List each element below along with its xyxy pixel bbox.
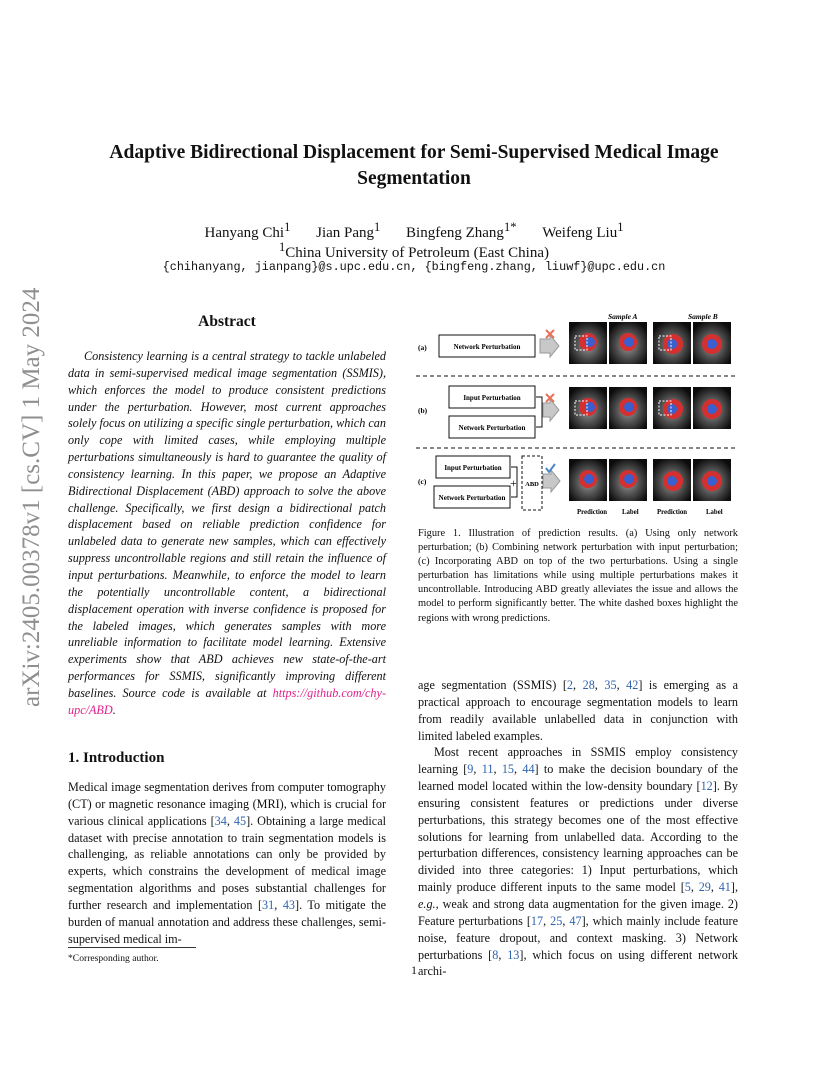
title-line-2: Segmentation bbox=[357, 168, 471, 189]
citation-link[interactable]: 34 bbox=[214, 813, 227, 828]
column-label: Label bbox=[706, 509, 723, 516]
citation-link[interactable]: 15 bbox=[501, 762, 514, 777]
mri-image-row-c bbox=[569, 459, 731, 501]
author: Jian Pang$^1$ bbox=[316, 220, 381, 241]
arrow-icon bbox=[540, 335, 559, 357]
author-emails: {chihanyang, jianpang}@s.upc.edu.cn, {bingfeng.zhang, liuwf}@upc.edu.cn bbox=[162, 260, 666, 274]
row-c-label: (c) bbox=[418, 477, 427, 486]
input-perturbation-label: Input Perturbation bbox=[444, 464, 502, 472]
citation-link[interactable]: 9 bbox=[467, 762, 474, 777]
author: Weifeng Liu$^1$ bbox=[542, 220, 624, 241]
page-number: 1 bbox=[411, 963, 417, 977]
sample-b-label: Sample B bbox=[688, 312, 718, 321]
check-icon bbox=[546, 464, 555, 472]
citation-link[interactable]: 41 bbox=[718, 880, 731, 895]
network-perturbation-label: Network Perturbation bbox=[458, 424, 526, 432]
citation-link[interactable]: 47 bbox=[569, 913, 582, 928]
bracket bbox=[536, 397, 542, 427]
paragraph: age segmentation (SSMIS) [2, 28, 35, 42] is emerging as a practical approach to encourage segmentation models to learn from readily available unlabelled data in conjunction with limited labeled examples. bbox=[418, 678, 739, 743]
arrow-icon bbox=[543, 399, 559, 421]
citation-link[interactable]: 13 bbox=[507, 947, 520, 962]
figure-1-caption: Figure 1. Illustration of prediction results. (a) Using only network perturbation; (b) Combining network perturbation with input perturbation; (c) Incorporating ABD on top of the two perturbations. Using a single perturbation has limitations while using multiple perturbations makes it uncontrollable. Introducing ABD greatly alleviates the issue and allows the model to perform significantly better. The white dashed boxes highlight the regions with wrong predictions. bbox=[418, 528, 738, 624]
citation-link[interactable]: 45 bbox=[233, 813, 247, 828]
section-heading-introduction: 1. Introduction bbox=[68, 750, 165, 766]
column-label: Label bbox=[622, 509, 639, 516]
citation-link[interactable]: 5 bbox=[684, 880, 691, 895]
author: Bingfeng Zhang$^{1*}$ bbox=[406, 220, 517, 241]
arxiv-stamp: arXiv:2405.00378v1 [cs.CV] 1 May 2024 bbox=[18, 287, 45, 707]
footnote: *Corresponding author. bbox=[68, 953, 159, 964]
citation-link[interactable]: 42 bbox=[626, 678, 639, 692]
arrow-icon bbox=[543, 470, 560, 492]
mri-image-row-b bbox=[569, 387, 731, 429]
affiliation: $^1$China University of Petroleum (East China) bbox=[279, 240, 549, 261]
code-link[interactable]: https://github.com/chy-upc/ABD bbox=[68, 685, 386, 717]
paragraph: Most recent approaches in SSMIS employ consistency learning [9, 11, 15, 44] to make the decision boundary of the learned model located within the low-density boundary [12]. By ensuring consistent features or predictions under diverse perturbations, this strategy becomes one of the most effective solutions for learning from unlabelled data. According to the perturbation differences, consistency learning approaches can be divided into three categories: 1) Input perturbations, which mainly produce different inputs to the same model [5, 29, 41], e.g., weak and strong data augmentation for the given image. 2) Feature perturbations [17, 25, 47], which mainly include feature noise, feature dropout, and context masking. 3) Network perturbations [8, 13], which focus on using different network archi- bbox=[418, 745, 739, 979]
plus-sign: + bbox=[510, 476, 517, 490]
row-a-label: (a) bbox=[418, 343, 427, 352]
column-label: Prediction bbox=[577, 509, 608, 516]
mri-image-row-a bbox=[569, 322, 731, 364]
network-perturbation-label: Network Perturbation bbox=[453, 343, 521, 351]
citation-link[interactable]: 28 bbox=[582, 678, 595, 692]
input-perturbation-label: Input Perturbation bbox=[463, 394, 521, 402]
citation-link[interactable]: 44 bbox=[522, 762, 535, 777]
footnote-rule bbox=[68, 947, 196, 948]
citation-link[interactable]: 2 bbox=[566, 678, 573, 692]
citation-link[interactable]: 25 bbox=[550, 913, 563, 928]
author: Hanyang Chi$^1$ bbox=[204, 220, 291, 241]
citation-link[interactable]: 43 bbox=[282, 897, 296, 912]
citation-link[interactable]: 29 bbox=[698, 880, 711, 895]
abstract-heading: Abstract bbox=[198, 313, 256, 330]
citation-link[interactable]: 17 bbox=[530, 913, 544, 928]
citation-link[interactable]: 11 bbox=[481, 762, 494, 777]
network-perturbation-label: Network Perturbation bbox=[438, 494, 506, 502]
citation-link[interactable]: 8 bbox=[492, 947, 499, 962]
abd-label: ABD bbox=[525, 481, 539, 488]
introduction-paragraph: Medical image segmentation derives from computer tomography (CT) or magnetic resonance imaging (MRI), which is crucial for various clinical applications [34, 45]. Obtaining a large medical dataset with precise annotation to train segmentation models is challenging, as reliable annotations can only be provided by experts, which constrains the development of medical image segmentation algorithms and poses substantial challenges for further research and implementation [31, 43]. To mitigate the burden of manual annotation and address these challenges, semi-supervised medical im- bbox=[68, 780, 387, 946]
citation-link[interactable]: 35 bbox=[604, 678, 617, 692]
abstract-body: Consistency learning is a central strategy to tackle unlabeled data in semi-supervised medical image segmentation (SSMIS), which enforces the model to produce consistent predictions under the perturbation. However, most current approaches solely focus on utilizing a specific single perturbation, which can only cope with limited cases, while employing multiple perturbations simultaneously is hard to guarantee the quality of consistency learning. In this paper, we propose an Adaptive Bidirectional Displacement (ABD) approach to solve the above challenge. Specifically, we first design a bidirectional patch displacement based on reliable prediction confidence for unlabeled data to generate new samples, which can effectively suppress uncontrollable regions and still retain the influence of input perturbations. Meanwhile, to enforce the model to learn the potentially uncontrollable content, a bidirectional displacement operation with inverse confidence is proposed for the labeled images, which generates samples with more unreliable information to facilitate model learning. Extensive experiments show that ABD achieves new state-of-the-art performances for SSMIS, significantly improving different baselines. Source code is available at https://github.com/chy-upc/ABD. bbox=[68, 349, 386, 717]
sample-a-label: Sample A bbox=[608, 312, 638, 321]
citation-link[interactable]: 12 bbox=[700, 779, 713, 794]
row-b-label: (b) bbox=[418, 406, 428, 415]
right-column-text bbox=[418, 677, 738, 980]
figure-1-diagram bbox=[412, 306, 742, 521]
figure-1 bbox=[412, 306, 742, 521]
paper-title bbox=[70, 140, 758, 192]
title-line-1: Adaptive Bidirectional Displacement for Semi-Supervised Medical Image bbox=[109, 142, 719, 163]
column-label: Prediction bbox=[657, 509, 688, 516]
citation-link[interactable]: 31 bbox=[262, 897, 275, 912]
